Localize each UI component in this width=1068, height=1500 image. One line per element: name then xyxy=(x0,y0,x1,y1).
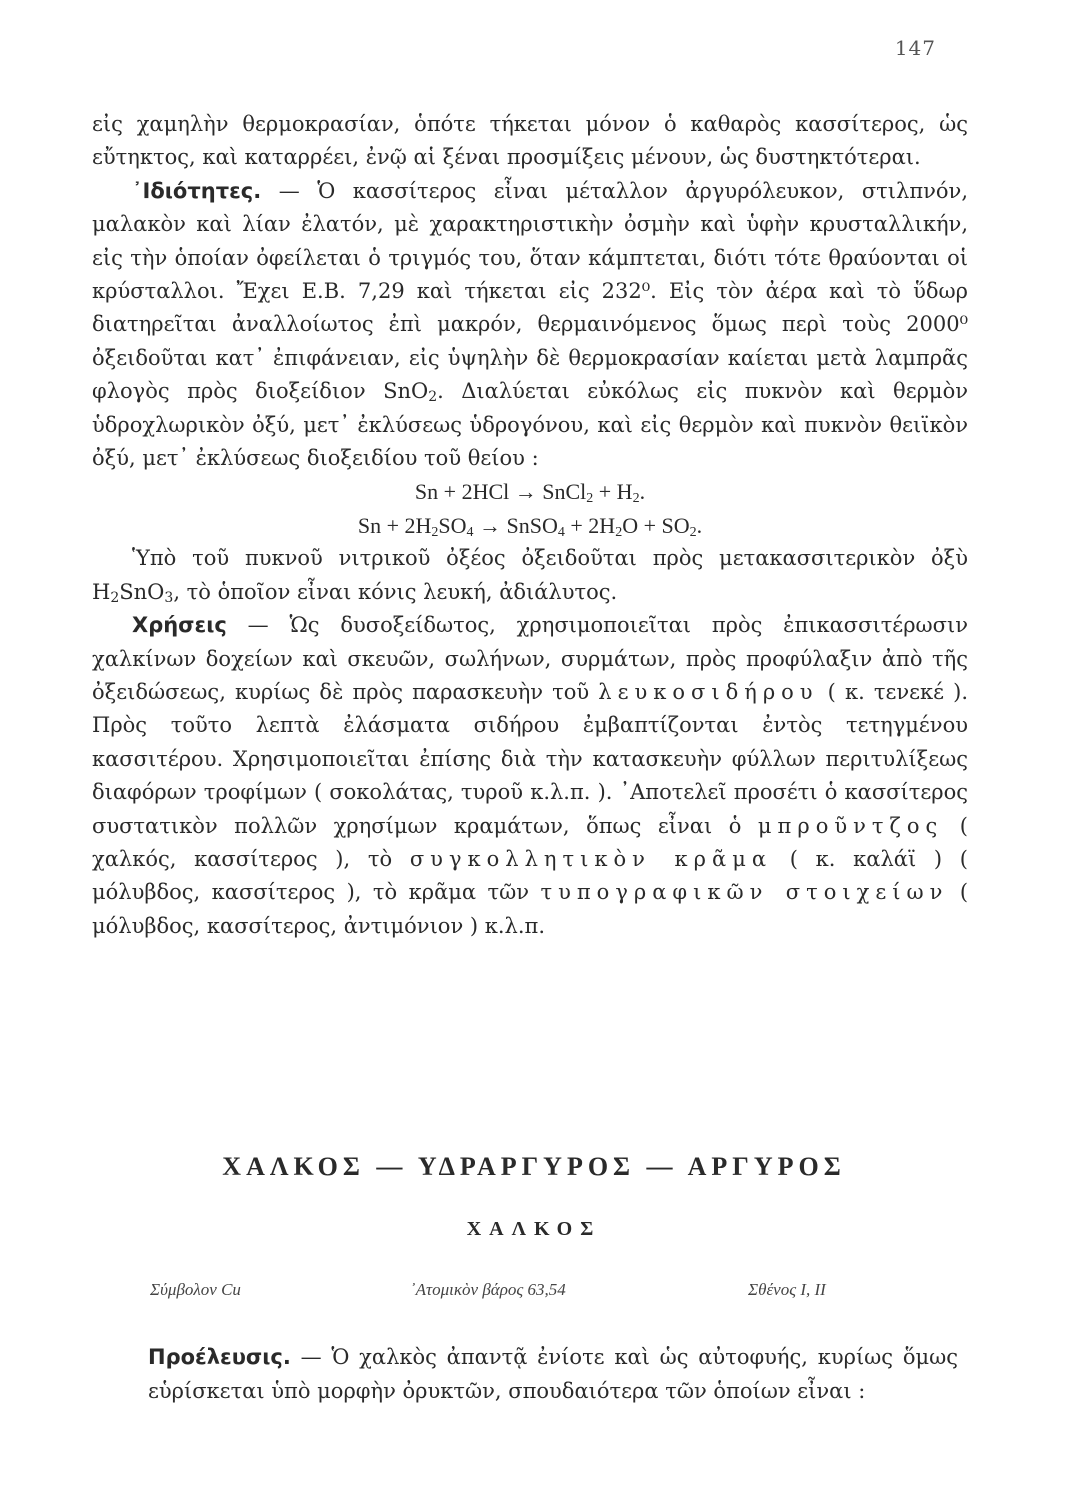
term-type-metal: τυπογραφικῶν στοιχείων xyxy=(540,880,949,905)
eq2-p2: SO xyxy=(438,512,467,538)
atomic-weight: ᾿Ατομικὸν βάρος 63,54 xyxy=(410,1280,566,1299)
equation-hcl xyxy=(92,475,968,508)
nitric-s1: 2 xyxy=(110,589,120,606)
paragraph-melting: εἰς χαμηλὴν θερμοκρασίαν, ὁπότε τήκεται μόνον ὁ καθαρὸς κασσίτερος, ὡς εὔτηκτος, καὶ καταρρέει, ἐνῷ αἱ ξέναι προσμίξεις μένουν, ὡς δυστηκτότεραι. xyxy=(92,112,968,170)
uses-text-b: ( κ. τενεκέ ). Πρὸς τοῦτο λεπτὰ ἐλάσματα σιδήρου ἐμβαπτίζονται ἐντὸς τετηγμένου κασσιτέρου. Χρησιμοποιεῖται ἐπίσης διὰ τὴν κατασκευὴν φύλλων περιτυλίξεως διαφόρων τροφίμων ( σοκολάτας, τυροῦ κ.λ.π. ). ᾿Αποτελεῖ προσέτι ὁ κασσίτερος συστατικὸν πολλῶν χρησίμων κραμάτων, ὅπως εἶναι ὁ xyxy=(92,679,968,838)
eq2-s2: 4 xyxy=(466,524,474,540)
term-tinplate: λευκοσιδήρου xyxy=(598,679,819,704)
section-title: ΧΑΛΚΟΣ — ΥΔΡΑΡΓΥΡΟΣ — ΑΡΓΥΡΟΣ xyxy=(222,1152,846,1181)
uses-heading: Χρήσεις xyxy=(132,613,227,638)
properties-text-b: . Διαλύεται εὐκόλως εἰς πυκνὸν καὶ θερμὸν ὑδροχλωρικὸν ὀξύ, μετ᾿ ἐκλύσεως ὑδρογόνου, καὶ εἰς θερμὸν καὶ πυκνὸν θειϊκὸν ὀξύ, μετ᾿ ἐκλύσεως διοξειδίου τοῦ θείου : xyxy=(92,379,968,471)
element-symbol: Σύμβολον Cu xyxy=(150,1280,241,1299)
origin-heading: Προέλευσις. xyxy=(148,1345,291,1369)
eq1-lhs: Sn + 2HCl → SnCl xyxy=(414,479,587,505)
uses-text-c: ( χαλκός, κασσίτερος ), τὸ xyxy=(92,813,968,871)
nitric-text-a: Ὑπὸ τοῦ πυκνοῦ νιτρικοῦ ὀξέος ὀξειδοῦται πρὸς μετακασσιτερικὸν ὀξὺ H xyxy=(92,546,968,604)
properties-heading: ᾿Ιδιότητες. xyxy=(132,178,262,203)
term-solder: συγκολλητικὸν κρᾶμα xyxy=(409,846,773,871)
eq1-end: . xyxy=(639,479,646,505)
eq2-p4: + 2H xyxy=(564,512,616,538)
origin-text: — Ὁ χαλκὸς ἀπαντᾷ ἐνίοτε καὶ ὡς αὐτοφυής, κυρίως ὅμως εὑρίσκεται ὑπὸ μορφὴν ὀρυκτῶν, σπουδαιότερα τῶν ὁποίων εἶναι : xyxy=(148,1345,958,1403)
paragraph-nitric xyxy=(92,542,968,609)
origin-section xyxy=(148,1340,958,1408)
eq1-sub-b: 2 xyxy=(632,491,640,507)
eq2-s5: 2 xyxy=(689,524,697,540)
uses-text-a: — Ὡς δυσοξείδωτος, χρησιμοποιεῖται πρὸς ἐπικασσιτέρωσιν χαλκίνων δοχείων καὶ σκευῶν, σωλήνων, συρμάτων, πρὸς προφύλαξιν ἀπὸ τῆς ὀξειδώσεως, κυρίως δὲ πρὸς παρασκευὴν τοῦ xyxy=(92,613,968,704)
main-text xyxy=(92,108,968,943)
eq2-p1: Sn + 2H xyxy=(357,512,432,538)
uses-text-e: ( μόλυβδος, κασσίτερος, ἀντιμόνιον ) κ.λ.π. xyxy=(92,880,969,938)
properties-text-a: — Ὁ κασσίτερος εἶναι μέταλλον ἀργυρόλευκον, στιλπνόν, μαλακὸν καὶ λίαν ἐλατόν, μὲ χαρακτηριστικὴν ὀσμὴν καὶ ὑφὴν κρυσταλλικήν, εἰς τὴν ὁποίαν ὀφείλεται ὁ τριγμός του, ὅταν κάμπτεται, διότι τότε θραύονται οἱ κρύσταλλοι. Ἔχει Ε.Β. 7,29 καὶ τήκεται εἰς 232⁰. Εἰς τὸν ἀέρα καὶ τὸ ὕδωρ διατηρεῖται ἀναλλοίωτος ἐπὶ μακρόν, θερμαινόμενος ὅμως περὶ τοὺς 2000⁰ ὀξειδοῦται κατ᾿ ἐπιφάνειαν, εἰς ὑψηλὴν δὲ θερμοκρασίαν καίεται μετὰ λαμπρᾶς φλογὸς πρὸς διοξείδιον xyxy=(92,178,968,404)
nitric-mid: SnO xyxy=(119,579,165,604)
eq2-p6: . xyxy=(696,512,703,538)
eq2-s3: 4 xyxy=(557,524,565,540)
eq1-sub-a: 2 xyxy=(586,491,594,507)
eq1-mid: + H xyxy=(593,479,633,505)
page-number: 147 xyxy=(894,36,936,60)
eq2-p5: O + SO xyxy=(622,512,690,538)
term-bronze: μπροῦντζος xyxy=(757,813,944,838)
subsection-title: ΧΑΛΚΟΣ xyxy=(466,1218,602,1240)
paragraph-uses xyxy=(92,609,968,943)
uses-text-d: ( κ. καλάϊ ) ( μόλυβδος, κασσίτερος ), τὸ κρᾶμα τῶν xyxy=(92,846,968,905)
paragraph-properties xyxy=(92,175,968,476)
equation-h2so4 xyxy=(92,509,968,542)
paragraph-origin xyxy=(148,1340,958,1408)
formula-subscript: 2 xyxy=(428,389,438,406)
nitric-s2: 3 xyxy=(164,589,174,606)
formula-sno2: SnO xyxy=(383,379,429,404)
eq2-p3: → SnSO xyxy=(473,512,558,538)
valence: Σθένος I, II xyxy=(748,1280,826,1299)
eq2-s4: 2 xyxy=(615,524,623,540)
eq2-s1: 2 xyxy=(431,524,439,540)
nitric-text-b: , τὸ ὁποῖον εἶναι κόνις λευκή, ἀδιάλυτος. xyxy=(173,579,618,604)
